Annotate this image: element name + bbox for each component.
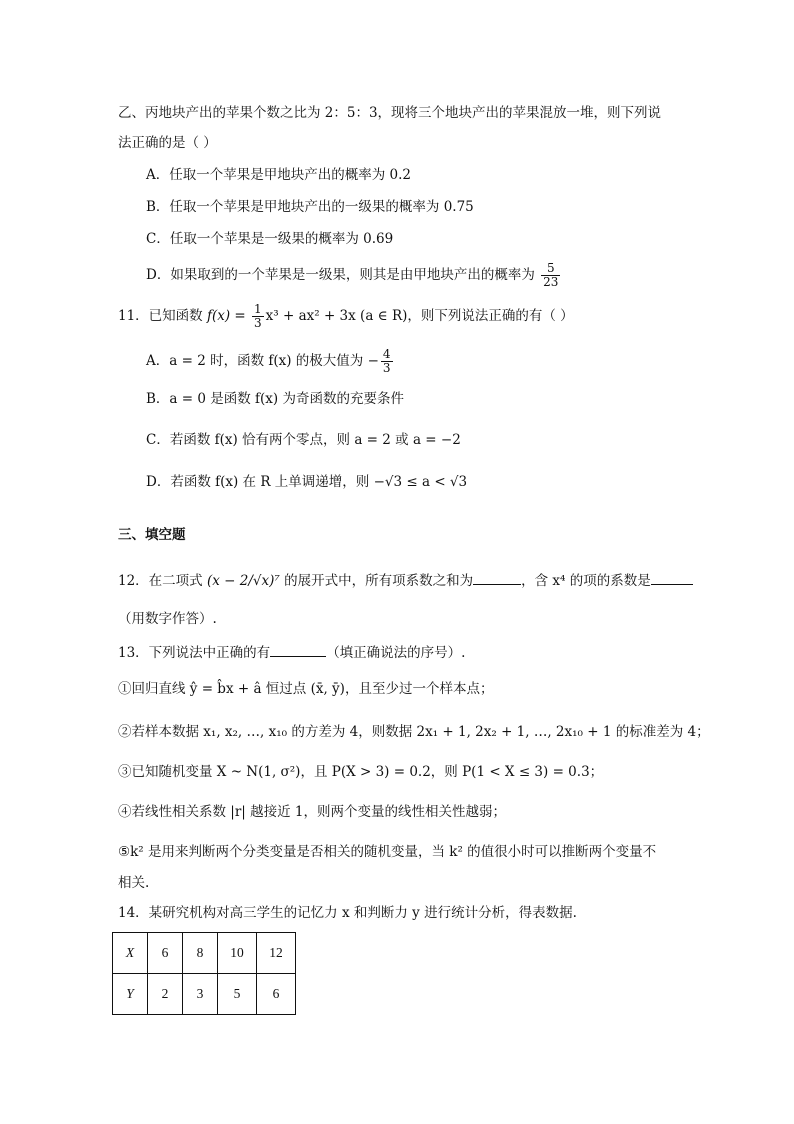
answer-blank [651,572,693,585]
fraction-denominator: 23 [543,275,559,289]
q10-option-d-fraction [541,262,560,289]
section-heading: 三、填空题 [118,527,186,543]
answer-blank [473,572,521,585]
fraction-numerator: 4 [382,347,391,361]
q13-item-2: ②若样本数据 x₁, x₂, …, x₁₀ 的方差为 4，则数据 2x₁ + 1, 2x₂ + 1, …, 2x₁₀ + 1 的标准差为 4； [118,724,710,740]
q14-stem: 14．某研究机构对高三学生的记忆力 x 和判断力 y 进行统计分析，得表数据. [118,905,577,921]
q10-option-d [146,262,562,289]
table-row-label: X [113,933,148,974]
table-row-label: Y [113,974,148,1015]
q11-option-b: B．a = 0 是函数 f(x) 为奇函数的充要条件 [146,391,404,407]
q11-fraction [252,303,264,330]
q10-stem-line1: 乙、丙地块产出的苹果个数之比为 2：5：3，现将三个地块产出的苹果混放一堆，则下列说 [118,105,662,121]
q11-option-a-fraction [381,348,393,375]
q12-middle: 的展开式中，所有项系数之和为 [284,573,474,589]
q12-prefix: 12．在二项式 [118,573,203,589]
q13-item-4: ④若线性相关系数 |r| 越接近 1，则两个变量的线性相关性越弱； [118,804,507,820]
fraction-numerator: 1 [254,302,262,316]
q11-function: f(x) = [206,308,251,324]
q10-option-a: A．任取一个苹果是甲地块产出的概率为 0.2 [146,167,412,183]
table-cell: 5 [218,974,257,1015]
table-row [113,974,296,1015]
q12-expression: (x − 2/√x)⁷ [206,573,280,589]
q13-item-5: ⑤k² 是用来判断两个分类变量是否相关的随机变量，当 k² 的值很小时可以推断两个变量不 [118,844,657,860]
table-row [113,933,296,974]
q13-suffix: （填正确说法的序号）. [326,645,466,661]
q12-middle2: ，含 x⁴ 的项的系数是 [521,573,651,589]
fraction-numerator: 5 [541,262,560,276]
table-cell: 2 [148,974,183,1015]
q11-option-a-text: A．a = 2 时，函数 f(x) 的极大值为 − [146,353,379,369]
q11-stem [118,303,574,330]
q10-option-d-text: D．如果取到的一个苹果是一级果，则其是由甲地块产出的概率为 [146,267,535,283]
q13-item-1: ①回归直线 ŷ = b̂x + â 恒过点 (x̄, ȳ)，且至少过一个样本点； [118,681,494,697]
q13-item-5-cont: 相关. [118,875,150,891]
table-cell: 6 [257,974,296,1015]
table-cell: 10 [218,933,257,974]
q11-prefix: 11．已知函数 [118,308,207,324]
q14-data-table [112,932,296,1015]
q11-suffix: x³ + ax² + 3x (a ∈ R)，则下列说法正确的有（ ） [265,308,574,324]
q10-stem-line2: 法正确的是（ ） [118,135,217,151]
q11-option-c: C．若函数 f(x) 恰有两个零点，则 a = 2 或 a = −2 [146,432,461,448]
q13-prefix: 13．下列说法中正确的有 [118,645,271,661]
fraction-denominator: 3 [254,316,262,330]
table-cell: 3 [183,974,218,1015]
q13-stem [118,643,465,663]
fraction-denominator: 3 [382,361,391,375]
answer-blank [270,644,326,657]
table-cell: 8 [183,933,218,974]
q13-item-3: ③已知随机变量 X ~ N(1, σ²)，且 P(X > 3) = 0.2，则 P(1 < X ≤ 3) = 0.3； [118,764,604,780]
q10-option-c: C．任取一个苹果是一级果的概率为 0.69 [146,231,394,247]
q11-option-d: D．若函数 f(x) 在 R 上单调递增，则 −√3 ≤ a < √3 [146,474,468,490]
q10-option-b: B．任取一个苹果是甲地块产出的一级果的概率为 0.75 [146,199,474,215]
q12-line2: （用数字作答）. [118,611,217,627]
table-cell: 6 [148,933,183,974]
table-cell: 12 [257,933,296,974]
q11-option-a [146,348,395,375]
q12-stem [118,571,693,591]
